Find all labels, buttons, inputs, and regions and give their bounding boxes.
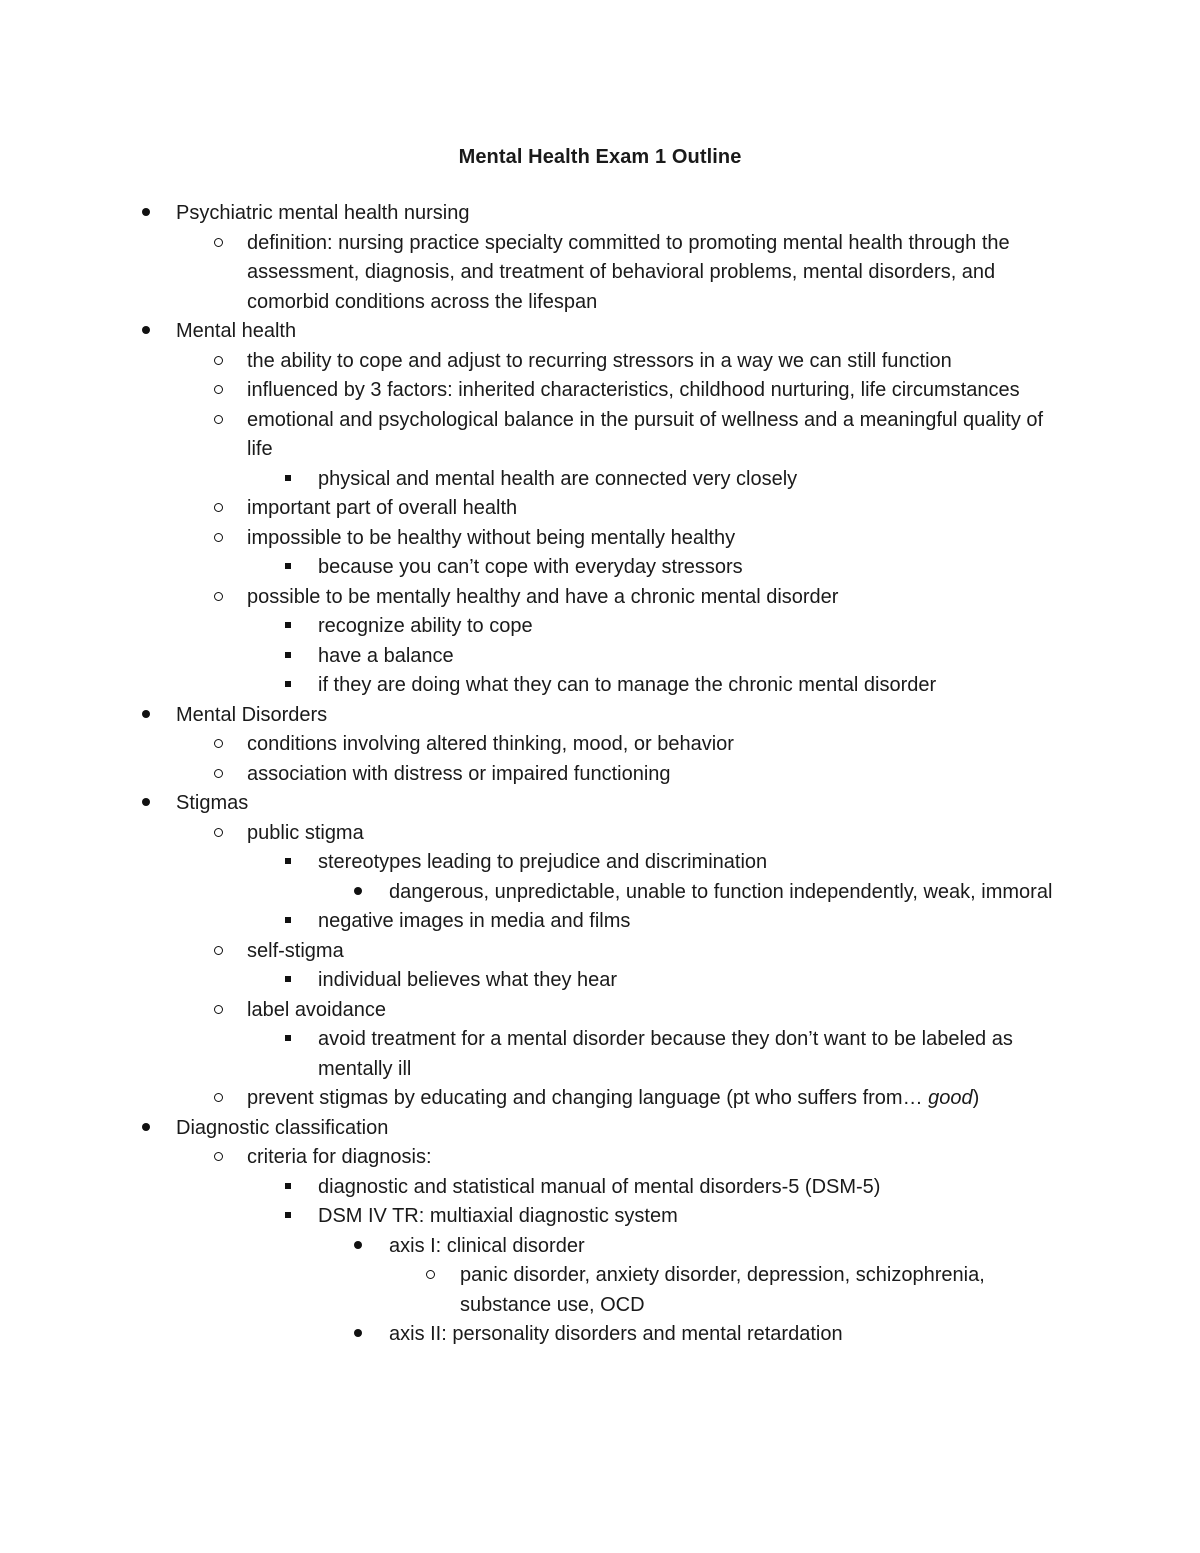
bullet-square-icon	[276, 1025, 300, 1055]
outline-item-text: emotional and psychological balance in the pursuit of wellness and a meaningful quality of life	[247, 408, 1044, 460]
bullet-square-icon	[276, 671, 300, 701]
outline-item-level-1	[0, 730, 1200, 760]
outline-item-text: Diagnostic classification	[176, 1116, 389, 1139]
outline-item-level-1	[0, 524, 1200, 554]
outline-item-text: criteria for diagnosis:	[247, 1146, 432, 1168]
bullet-circle-icon	[206, 760, 230, 790]
outline-item-text: prevent stigmas by educating and changing language (pt who suffers from… good)	[247, 1087, 980, 1109]
outline-item-level-2	[0, 553, 1200, 583]
outline-item-level-1	[0, 937, 1200, 967]
outline-item-level-1	[0, 1143, 1200, 1173]
bullet-circle-icon	[206, 1084, 230, 1114]
outline-item-level-0	[0, 701, 1200, 731]
bullet-circle-icon	[206, 996, 230, 1026]
outline-item-text: because you can’t cope with everyday stressors	[318, 556, 743, 578]
outline-item-level-2	[0, 1025, 1200, 1084]
bullet-disc-icon	[346, 1232, 370, 1262]
outline-item-text: avoid treatment for a mental disorder because they don’t want to be labeled as mentally ill	[318, 1028, 1013, 1080]
outline-item-text: label avoidance	[247, 998, 386, 1021]
bullet-circle-icon	[206, 347, 230, 377]
outline-item-text: the ability to cope and adjust to recurring stressors in a way we can still function	[247, 349, 952, 372]
bullet-disc-icon	[134, 701, 158, 731]
bullet-disc-icon	[346, 1320, 370, 1350]
bullet-square-icon	[276, 642, 300, 672]
bullet-square-icon	[276, 907, 300, 937]
outline-item-text: if they are doing what they can to manage the chronic mental disorder	[318, 674, 937, 696]
outline-item-level-1	[0, 760, 1200, 790]
outline-item-level-4	[0, 1261, 1200, 1320]
bullet-circle-icon	[418, 1261, 442, 1291]
bullet-disc-icon	[134, 199, 158, 229]
outline-item-text: individual believes what they hear	[318, 969, 618, 991]
outline-item-level-2	[0, 465, 1200, 495]
outline-item-level-2	[0, 848, 1200, 878]
bullet-circle-icon	[206, 406, 230, 436]
outline-item-level-1	[0, 583, 1200, 613]
outline-item-text: influenced by 3 factors: inherited characteristics, childhood nurturing, life circumstances	[247, 379, 1020, 401]
outline-item-text: Stigmas	[176, 792, 249, 814]
outline-item-level-3	[0, 1232, 1200, 1262]
bullet-disc-icon	[346, 878, 370, 908]
outline-item-text: DSM IV TR: multiaxial diagnostic system	[318, 1205, 678, 1227]
outline-item-text: impossible to be healthy without being mentally healthy	[247, 526, 736, 549]
outline-item-level-2	[0, 612, 1200, 642]
outline-item-text: recognize ability to cope	[318, 615, 533, 637]
bullet-circle-icon	[206, 229, 230, 259]
italic-emphasis: good	[928, 1087, 973, 1109]
bullet-disc-icon	[134, 1114, 158, 1144]
bullet-circle-icon	[206, 494, 230, 524]
bullet-circle-icon	[206, 524, 230, 554]
bullet-disc-icon	[134, 789, 158, 819]
outline-item-text: dangerous, unpredictable, unable to function independently, weak, immoral	[389, 880, 1053, 903]
bullet-square-icon	[276, 465, 300, 495]
outline-list	[0, 199, 1200, 1350]
outline-item-level-2	[0, 966, 1200, 996]
outline-item-level-1	[0, 229, 1200, 318]
outline-item-text: important part of overall health	[247, 497, 518, 519]
outline-item-text: Psychiatric mental health nursing	[176, 202, 470, 224]
outline-item-level-1	[0, 1084, 1200, 1114]
outline-item-text: diagnostic and statistical manual of mental disorders-5 (DSM-5)	[318, 1175, 881, 1198]
bullet-square-icon	[276, 612, 300, 642]
outline-item-level-3	[0, 1320, 1200, 1350]
outline-item-text: possible to be mentally healthy and have a chronic mental disorder	[247, 585, 839, 608]
outline-item-text: panic disorder, anxiety disorder, depression, schizophrenia, substance use, OCD	[460, 1264, 985, 1316]
outline-item-text: have a balance	[318, 644, 454, 667]
outline-item-level-2	[0, 907, 1200, 937]
bullet-disc-icon	[134, 317, 158, 347]
outline-item-level-1	[0, 376, 1200, 406]
bullet-circle-icon	[206, 730, 230, 760]
bullet-circle-icon	[206, 1143, 230, 1173]
bullet-square-icon	[276, 1202, 300, 1232]
outline-item-text: self-stigma	[247, 939, 344, 962]
outline-item-text: definition: nursing practice specialty committed to promoting mental health through the assessment, diagnosis, and treatment of behavioral problems, mental disorders, and comorbid conditions across the lifespan	[247, 231, 1010, 313]
outline-item-level-3	[0, 878, 1200, 908]
outline-item-text: Mental Disorders	[176, 703, 328, 726]
page-title: Mental Health Exam 1 Outline	[458, 146, 742, 168]
bullet-square-icon	[276, 966, 300, 996]
outline-item-text: physical and mental health are connected very closely	[318, 467, 798, 490]
bullet-square-icon	[276, 553, 300, 583]
outline-item-level-1	[0, 494, 1200, 524]
outline-item-text: association with distress or impaired functioning	[247, 762, 671, 785]
outline-item-text: negative images in media and films	[318, 910, 631, 932]
outline-item-level-1	[0, 819, 1200, 849]
outline-item-level-2	[0, 1202, 1200, 1232]
bullet-circle-icon	[206, 376, 230, 406]
bullet-circle-icon	[206, 819, 230, 849]
bullet-square-icon	[276, 1173, 300, 1203]
outline-item-text: axis II: personality disorders and mental retardation	[389, 1323, 843, 1345]
outline-item-level-0	[0, 199, 1200, 229]
outline-item-level-2	[0, 671, 1200, 701]
outline-item-level-0	[0, 317, 1200, 347]
outline-item-level-2	[0, 1173, 1200, 1203]
outline-item-text: Mental health	[176, 320, 297, 342]
outline-item-text: conditions involving altered thinking, mood, or behavior	[247, 733, 734, 755]
outline-item-level-0	[0, 1114, 1200, 1144]
outline-item-text: public stigma	[247, 821, 364, 844]
outline-item-text: stereotypes leading to prejudice and discrimination	[318, 851, 768, 873]
outline-item-level-1	[0, 406, 1200, 465]
bullet-circle-icon	[206, 583, 230, 613]
bullet-square-icon	[276, 848, 300, 878]
outline-item-level-2	[0, 642, 1200, 672]
outline-item-text: axis I: clinical disorder	[389, 1234, 585, 1257]
outline-item-level-1	[0, 347, 1200, 377]
bullet-circle-icon	[206, 937, 230, 967]
outline-item-level-1	[0, 996, 1200, 1026]
outline-item-level-0	[0, 789, 1200, 819]
